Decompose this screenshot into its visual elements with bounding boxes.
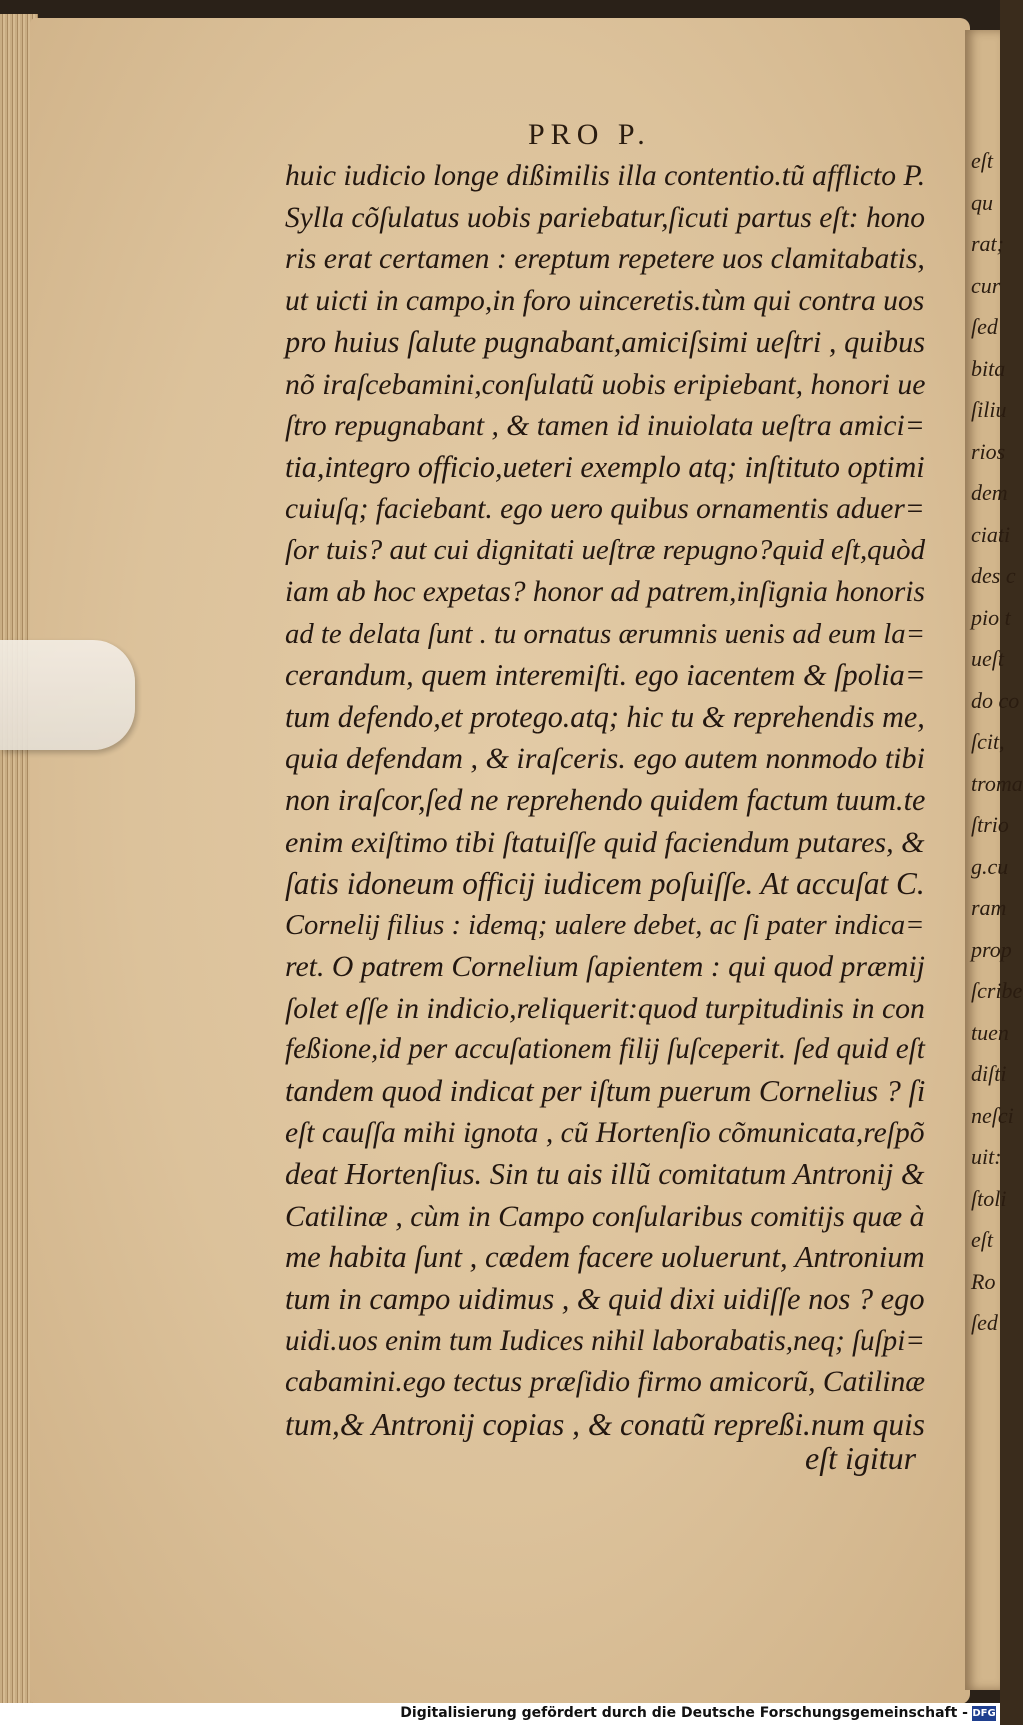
- facing-page-fragment: ſcit,: [971, 729, 1005, 754]
- dfg-logo: DFG: [972, 1708, 996, 1719]
- text-line: uidi.uos enim tum Iudices nihil laborabatis,neq; ſuſpi=: [285, 1324, 925, 1357]
- facing-page-fragment: Ro: [971, 1268, 996, 1294]
- text-line: quia defendam , & iraſceris. ego autem nonmodo tibi: [285, 741, 925, 776]
- text-line: Sylla cõſulatus uobis pariebatur,ſicuti partus eſt: hono: [285, 201, 925, 234]
- facing-page-fragment: ſed: [971, 314, 998, 339]
- catchword: eſt igitur: [805, 1440, 917, 1476]
- text-line: eſt cauſſa mihi ignota , cũ Hortenſio cõmunicata,reſpõ: [285, 1116, 925, 1149]
- facing-page-fragment: ſtrio: [971, 812, 1009, 837]
- facing-page-fragment: ram: [971, 895, 1007, 920]
- text-line: Catilinæ , cùm in Campo conſularibus comitijs quæ à: [285, 1199, 925, 1233]
- text-line: ſtro repugnabant , & tamen id inuiolata ueſtra amici=: [285, 409, 925, 442]
- text-line: ſolet eſſe in indicio,reliquerit:quod turpitudinis in con: [285, 991, 925, 1025]
- text-line: me habita ſunt , cædem facere uoluerunt, Antronium: [285, 1240, 925, 1275]
- text-line: tum,& Antronij copias , & conatũ repreßi.num quis: [285, 1406, 925, 1442]
- text-line: iam ab hoc expetas? honor ad patrem,inſignia honoris: [285, 575, 925, 608]
- body-text: [285, 156, 925, 1445]
- text-line: deat Hortenſius. Sin tu ais illũ comitatum Antronij &: [285, 1157, 925, 1192]
- facing-page-fragment: g.cu: [971, 853, 1009, 879]
- facing-page-edge: [965, 30, 1023, 1690]
- facing-page-fragment: ciati: [971, 521, 1011, 547]
- facing-page-fragment: ſed: [971, 1310, 998, 1335]
- facing-page-fragment: diſti: [971, 1061, 1007, 1086]
- text-line: tia,integro officio,ueteri exemplo atq; inſtituto optimi: [285, 450, 925, 485]
- text-line: ſor tuis? aut cui dignitati ueſtræ repugno?quid eſt,quòd: [285, 534, 926, 567]
- page-marker-tab: [0, 640, 135, 750]
- text-line: nõ iraſcebamini,conſulatũ uobis eripiebant, honori ue: [285, 367, 926, 401]
- facing-page-fragment: des c: [971, 563, 1016, 588]
- text-line: non iraſcor,ſed ne reprehendo quidem factum tuum.te: [285, 782, 926, 817]
- facing-page-fragment: pio t: [971, 604, 1011, 630]
- text-line: tum in campo uidimus , & quid dixi uidiſſe nos ? ego: [285, 1282, 925, 1317]
- text-line: tum defendo,et protego.atq; hic tu & reprehendis me,: [285, 699, 925, 734]
- facing-page-fragment: eſt: [971, 148, 993, 173]
- facing-page-fragment: dem: [971, 480, 1008, 505]
- footer-bar: [0, 1703, 1000, 1725]
- text-line: cabamini.ego tectus præſidio firmo amicorũ, Catilinæ: [285, 1366, 926, 1399]
- facing-page-fragment: qu: [971, 189, 993, 215]
- facing-page-fragment: ſcribe: [971, 978, 1023, 1003]
- footer-text: Digitalisierung gefördert durch die Deutsche Forschungsgemeinschaft -: [400, 1705, 968, 1721]
- facing-page-fragment: do co: [971, 687, 1020, 713]
- text-line: ret. O patrem Cornelium ſapientem : qui quod præmij: [285, 950, 925, 984]
- facing-page-fragment: ueſt: [971, 646, 1004, 671]
- facing-page-fragment: troma: [971, 770, 1023, 796]
- text-line: enim exiſtimo tibi ſtatuiſſe quid faciendum putares, &: [285, 825, 925, 859]
- text-line: feßione,id per accuſationem filij ſuſceperit. ſed quid eſt: [285, 1033, 925, 1066]
- facing-page-fragment: ſiliu: [971, 397, 1007, 422]
- facing-page-fragment: ſtoli: [971, 1185, 1007, 1211]
- facing-page-fragment: neſci: [971, 1102, 1014, 1128]
- facing-page-fragment: rios: [971, 438, 1006, 464]
- running-head-text: PRO P.: [528, 118, 651, 151]
- facing-page-fragment: rat;: [971, 231, 1004, 256]
- text-line: Cornelij filius : idemq; ualere debet, ac ſi pater indica=: [285, 909, 925, 941]
- text-line: ad te delata ſunt . tu ornatus ærumnis uenis ad eum la=: [285, 617, 926, 650]
- facing-page-fragment: bita: [971, 355, 1006, 381]
- text-line: huic iudicio longe dißimilis illa contentio.tũ afflicto P.: [285, 160, 926, 192]
- text-line: cerandum, quem interemiſti. ego iacentem & ſpolia=: [285, 658, 926, 693]
- facing-page-fragment: prop: [971, 936, 1012, 962]
- facing-page-fragment: cur: [971, 272, 1001, 298]
- text-line: ſatis idoneum officij iudicem poſuiſſe. At accuſat C.: [285, 866, 925, 902]
- text-line: cuiuſq; faciebant. ego uero quibus ornamentis aduer=: [285, 492, 925, 525]
- text-line: ris erat certamen : ereptum repetere uos clamitabatis,: [285, 243, 925, 276]
- facing-page-fragment: eſt: [971, 1227, 993, 1252]
- text-line: pro huius ſalute pugnabant,amiciſsimi ueſtri , quibus: [285, 325, 926, 360]
- facing-page-fragment: uit:: [971, 1144, 1002, 1169]
- text-line: ut uicti in campo,in foro uinceretis.tùm qui contra uos: [285, 284, 925, 317]
- facing-page-fragment: tuen: [971, 1019, 1009, 1045]
- text-line: tandem quod indicat per iſtum puerum Cornelius ? ſi: [285, 1074, 926, 1109]
